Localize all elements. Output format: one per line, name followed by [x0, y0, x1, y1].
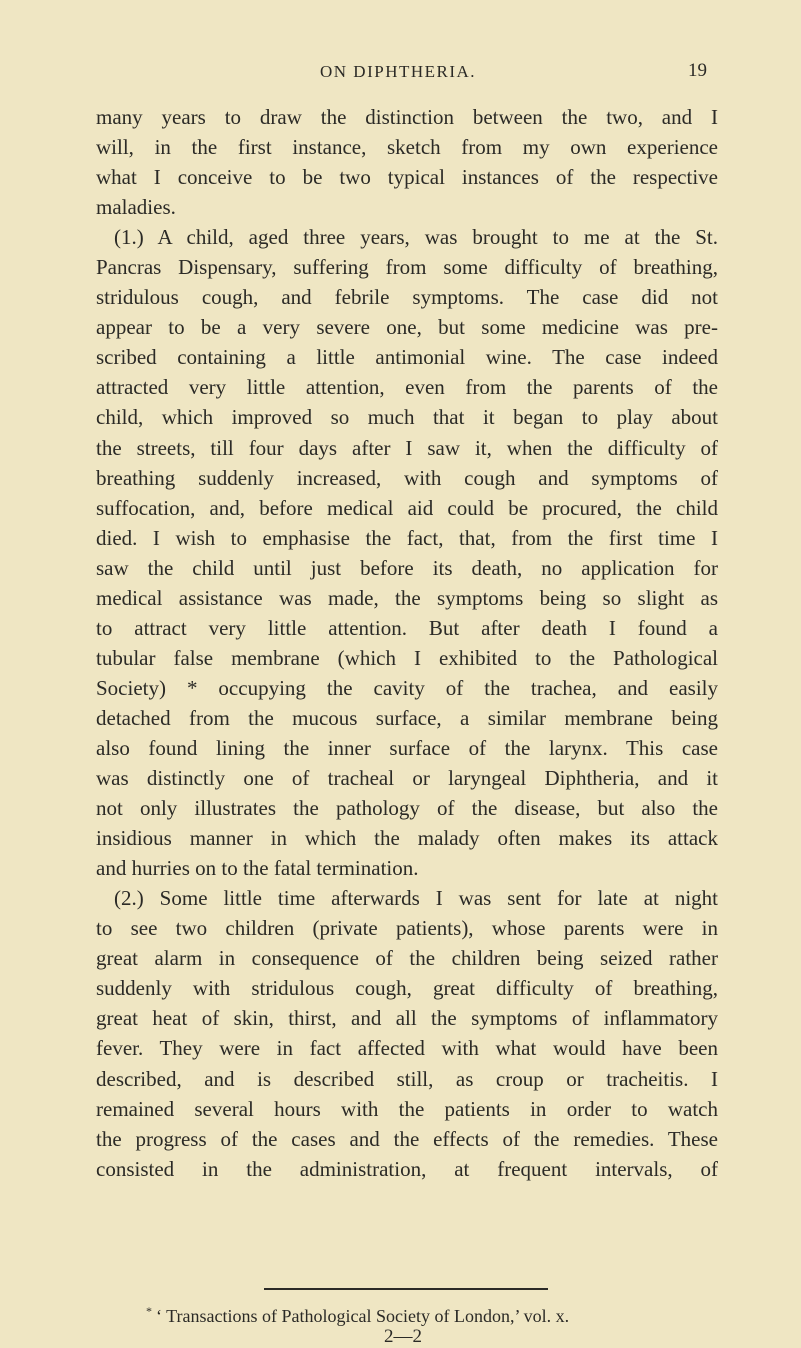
text-line: was distinctly one of tracheal or laryngeal Diphtheria, and it — [96, 766, 718, 791]
text-line: tubular false membrane (which I exhibited to the Pathological — [96, 645, 718, 670]
text-line: saw the child until just before its death, no application for — [96, 555, 718, 580]
text-line: insidious manner in which the malady often makes its attack — [96, 826, 718, 851]
text-line: will, in the first instance, sketch from my own experience — [96, 135, 718, 160]
text-line: stridulous cough, and febrile symptoms. The case did not — [96, 285, 718, 310]
footnote — [146, 1304, 569, 1327]
text-line: great alarm in consequence of the children being seized rather — [96, 946, 718, 971]
text-line: fever. They were in fact affected with what would have been — [96, 1036, 718, 1061]
text-line: remained several hours with the patients in order to watch — [96, 1096, 718, 1121]
text-line: what I conceive to be two typical instances of the respective — [96, 165, 718, 190]
body-text — [96, 102, 718, 1184]
text-line: Pancras Dispensary, suffering from some difficulty of breathing, — [96, 255, 718, 280]
text-line: to see two children (private patients), whose parents were in — [96, 916, 718, 941]
text-line: appear to be a very severe one, but some medicine was pre- — [96, 315, 718, 340]
text-line: medical assistance was made, the symptoms being so slight as — [96, 585, 718, 610]
text-line: died. I wish to emphasise the fact, that, from the first time I — [96, 525, 718, 550]
text-line: and hurries on to the fatal termination. — [96, 856, 419, 881]
text-line: breathing suddenly increased, with cough and symptoms of — [96, 465, 718, 490]
text-line: many years to draw the distinction between the two, and I — [96, 105, 718, 129]
text-line: the streets, till four days after I saw it, when the difficulty of — [96, 435, 718, 460]
footnote-marker: * — [146, 1304, 152, 1318]
text-line: not only illustrates the pathology of the disease, but also the — [96, 796, 718, 821]
text-line: consisted in the administration, at frequent intervals, of — [96, 1156, 718, 1181]
text-line: described, and is described still, as croup or tracheitis. I — [96, 1066, 718, 1091]
signature-mark: 2—2 — [384, 1326, 422, 1347]
footnote-text: ‘ Transactions of Pathological Society of London,’ vol. x. — [156, 1306, 570, 1326]
text-line: to attract very little attention. But after death I found a — [96, 615, 718, 640]
footnote-rule — [264, 1288, 548, 1290]
text-line: Society) * occupying the cavity of the trachea, and easily — [96, 675, 718, 700]
text-line: suddenly with stridulous cough, great difficulty of breathing, — [96, 976, 718, 1001]
text-line: also found lining the inner surface of the larynx. This case — [96, 735, 718, 760]
running-head: ON DIPHTHERIA. — [320, 62, 477, 81]
text-line: attracted very little attention, even from the parents of the — [96, 375, 718, 400]
text-line: maladies. — [96, 195, 176, 220]
text-line: suffocation, and, before medical aid could be procured, the child — [96, 495, 718, 520]
page-header — [0, 62, 801, 92]
text-line: detached from the mucous surface, a similar membrane being — [96, 705, 718, 730]
page-number: 19 — [688, 60, 707, 81]
text-line: scribed containing a little antimonial wine. The case indeed — [96, 345, 718, 370]
text-line: child, which improved so much that it began to play about — [96, 405, 718, 430]
text-line: (2.) Some little time afterwards I was sent for late at night — [114, 886, 718, 911]
text-line: the progress of the cases and the effects of the remedies. These — [96, 1126, 718, 1151]
text-line: great heat of skin, thirst, and all the symptoms of inflammatory — [96, 1006, 718, 1031]
text-line: (1.) A child, aged three years, was brought to me at the St. — [114, 225, 718, 250]
